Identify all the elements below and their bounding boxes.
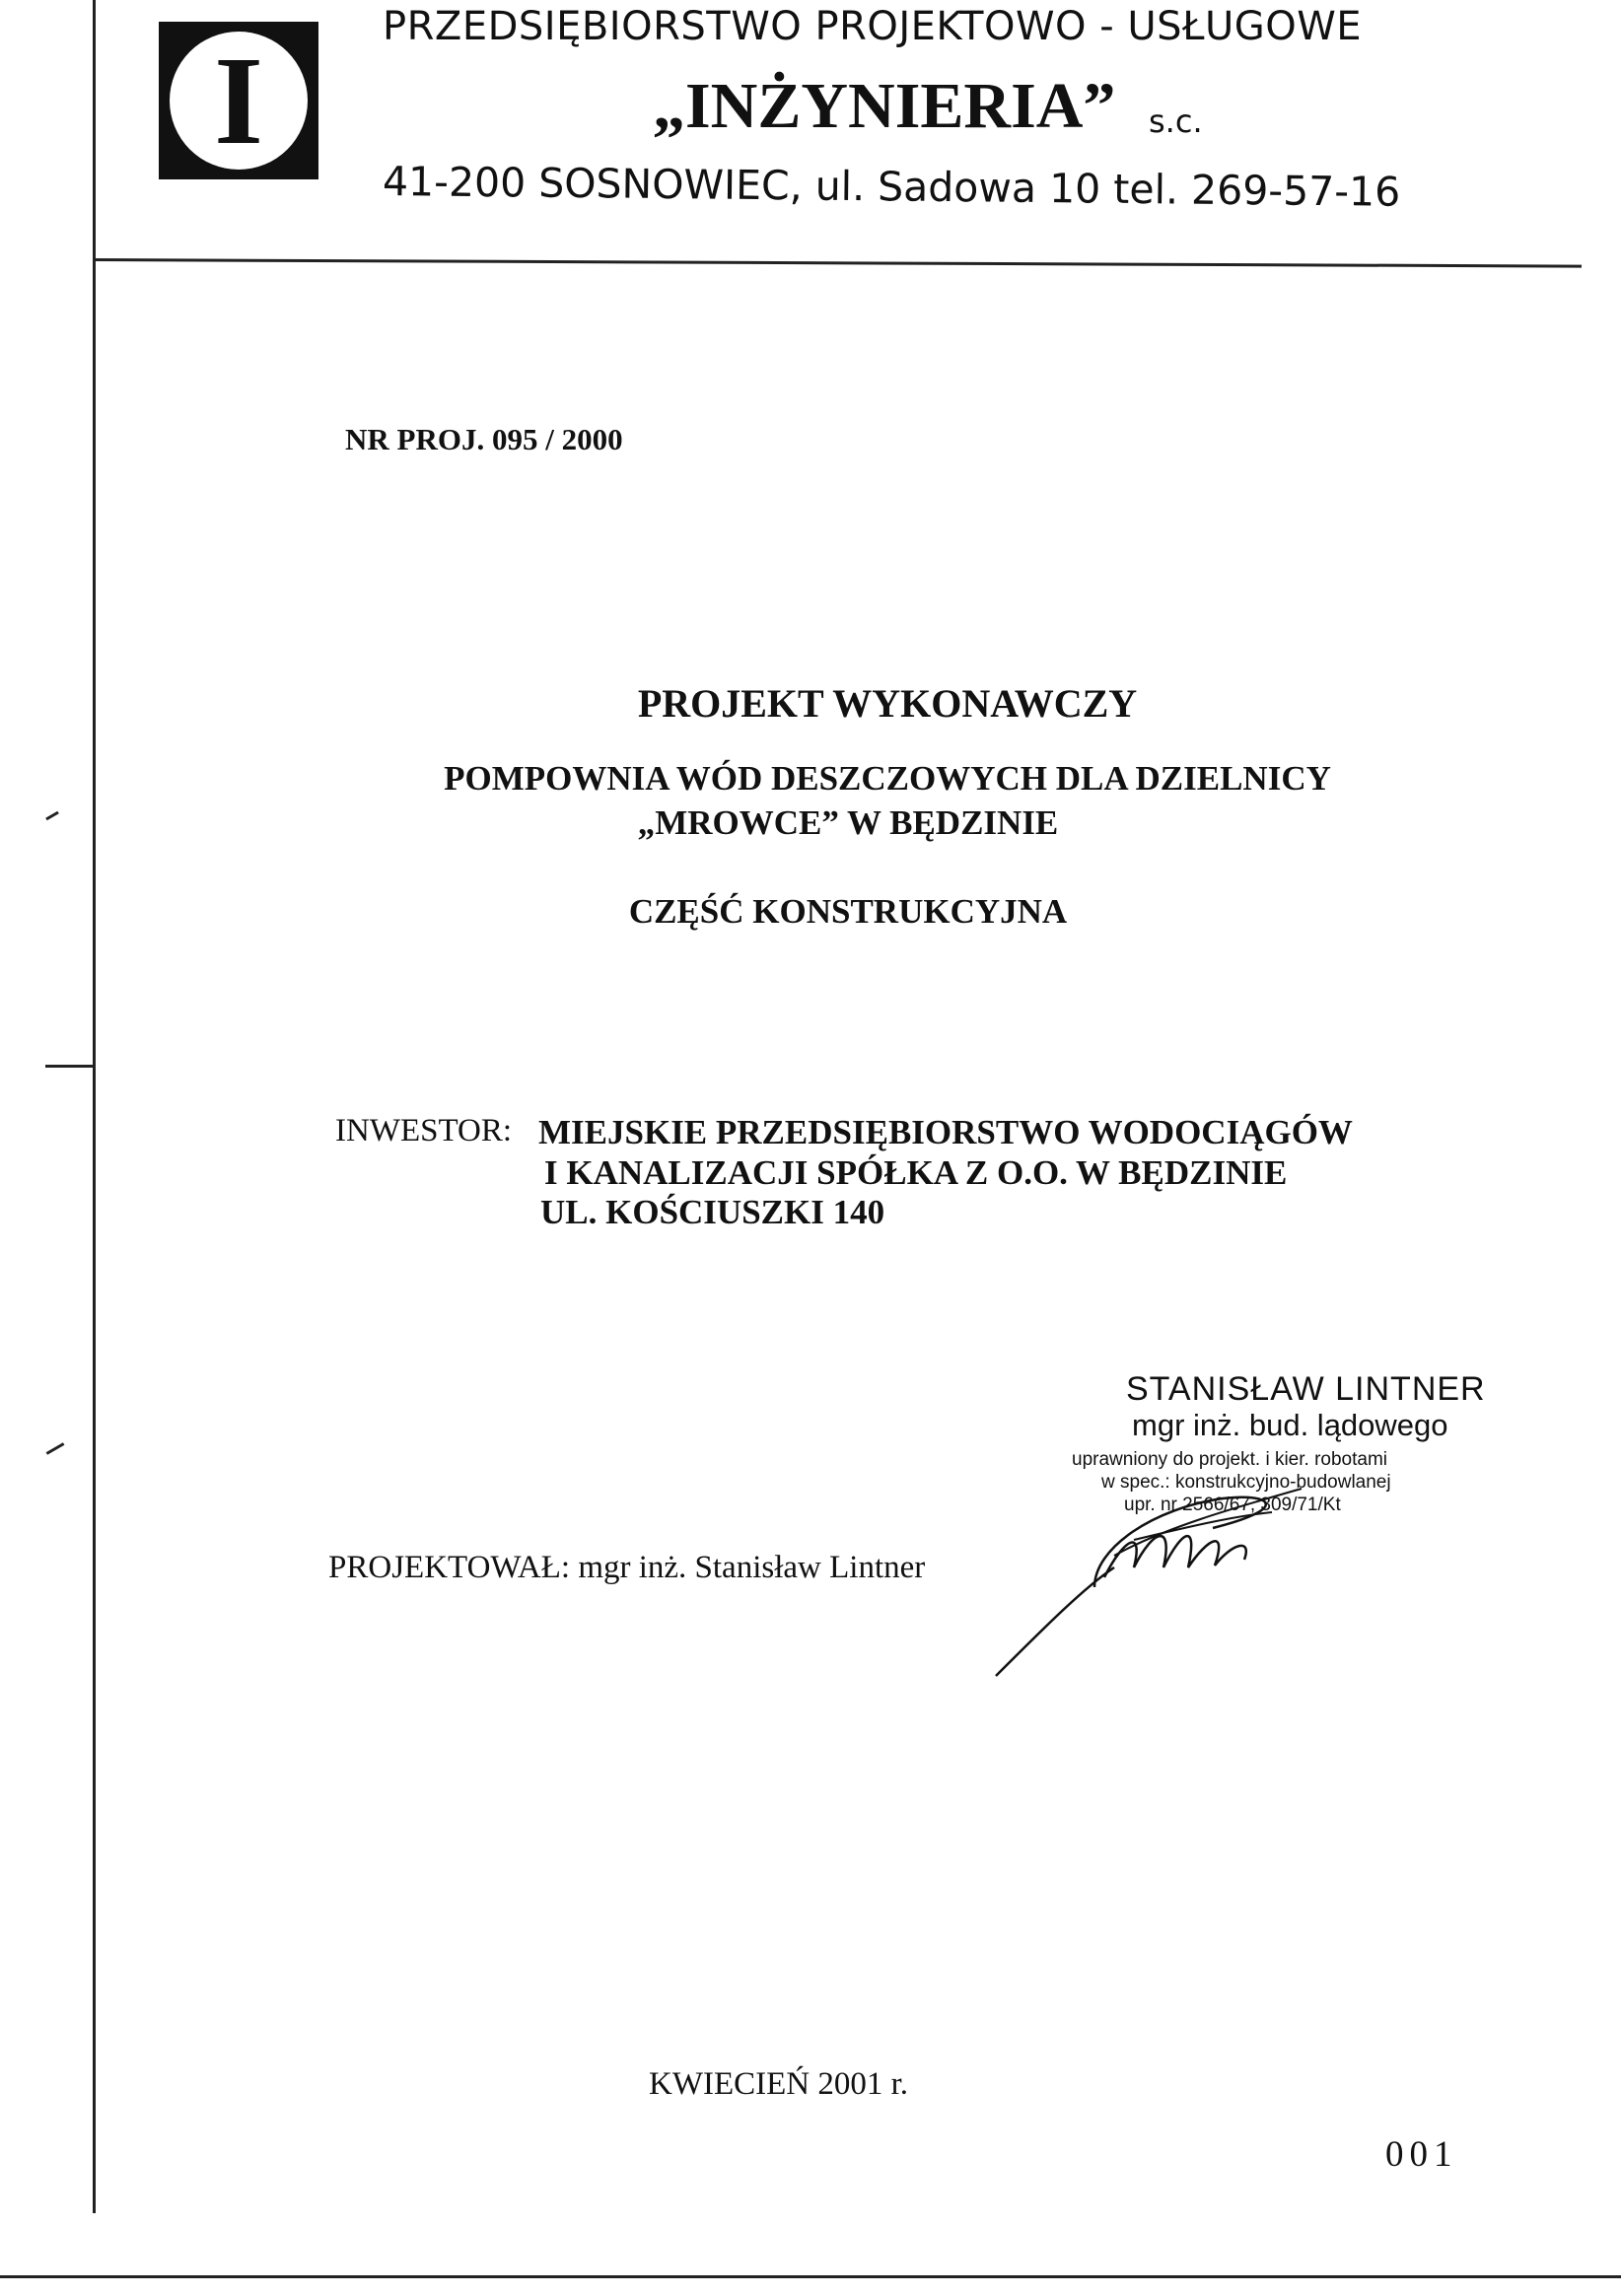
company-logo (159, 22, 318, 179)
header-divider-line (93, 258, 1582, 268)
company-name: „INŻYNIERIA” (653, 70, 1116, 142)
document-date: KWIECIEŃ 2001 r. (649, 2066, 909, 2102)
company-form: s.c. (1149, 103, 1203, 140)
page-number: 001 (1385, 2134, 1458, 2175)
project-number: NR PROJ. 095 / 2000 (345, 422, 623, 456)
margin-tick (45, 811, 59, 821)
logo-circle (170, 32, 308, 170)
bottom-edge-line (0, 2275, 1621, 2278)
document-subtitle-line2: „MROWCE” W BĘDZINIE (637, 803, 1059, 842)
document-title: PROJEKT WYKONAWCZY (637, 681, 1138, 726)
investor-label: INWESTOR: (335, 1113, 513, 1148)
signature-graphic (986, 1469, 1311, 1686)
stamp-line: upr. nr 2566/67, 309/71/Kt (1124, 1495, 1341, 1515)
company-address: 41-200 SOSNOWIEC, ul. Sadowa 10 tel. 269-57-16 (382, 158, 1401, 216)
investor-line: I KANALIZACJI SPÓŁKA Z O.O. W BĘDZINIE (544, 1153, 1288, 1192)
document-part: CZĘŚĆ KONSTRUKCYJNA (628, 892, 1068, 931)
designed-by: PROJEKTOWAŁ: mgr inż. Stanisław Lintner (328, 1550, 926, 1585)
stamp-line: uprawniony do projekt. i kier. robotami (1072, 1449, 1387, 1470)
logo-letter: I (214, 31, 263, 171)
company-type: PRZEDSIĘBIORSTWO PROJEKTOWO - USŁUGOWE (383, 4, 1363, 49)
investor-line: MIEJSKIE PRZEDSIĘBIORSTWO WODOCIĄGÓW (538, 1113, 1353, 1151)
investor-line: UL. KOŚCIUSZKI 140 (540, 1193, 885, 1231)
document-subtitle-line1: POMPOWNIA WÓD DESZCZOWYCH DLA DZIELNICY (444, 759, 1331, 798)
stamp-title: mgr inż. bud. lądowego (1132, 1408, 1448, 1442)
stamp-line: w spec.: konstrukcyjno-budowlanej (1101, 1472, 1391, 1493)
margin-tick (45, 1065, 95, 1068)
left-margin-line (93, 0, 96, 2213)
stamp-name: STANISŁAW LINTNER (1126, 1370, 1486, 1408)
margin-tick (46, 1442, 65, 1455)
